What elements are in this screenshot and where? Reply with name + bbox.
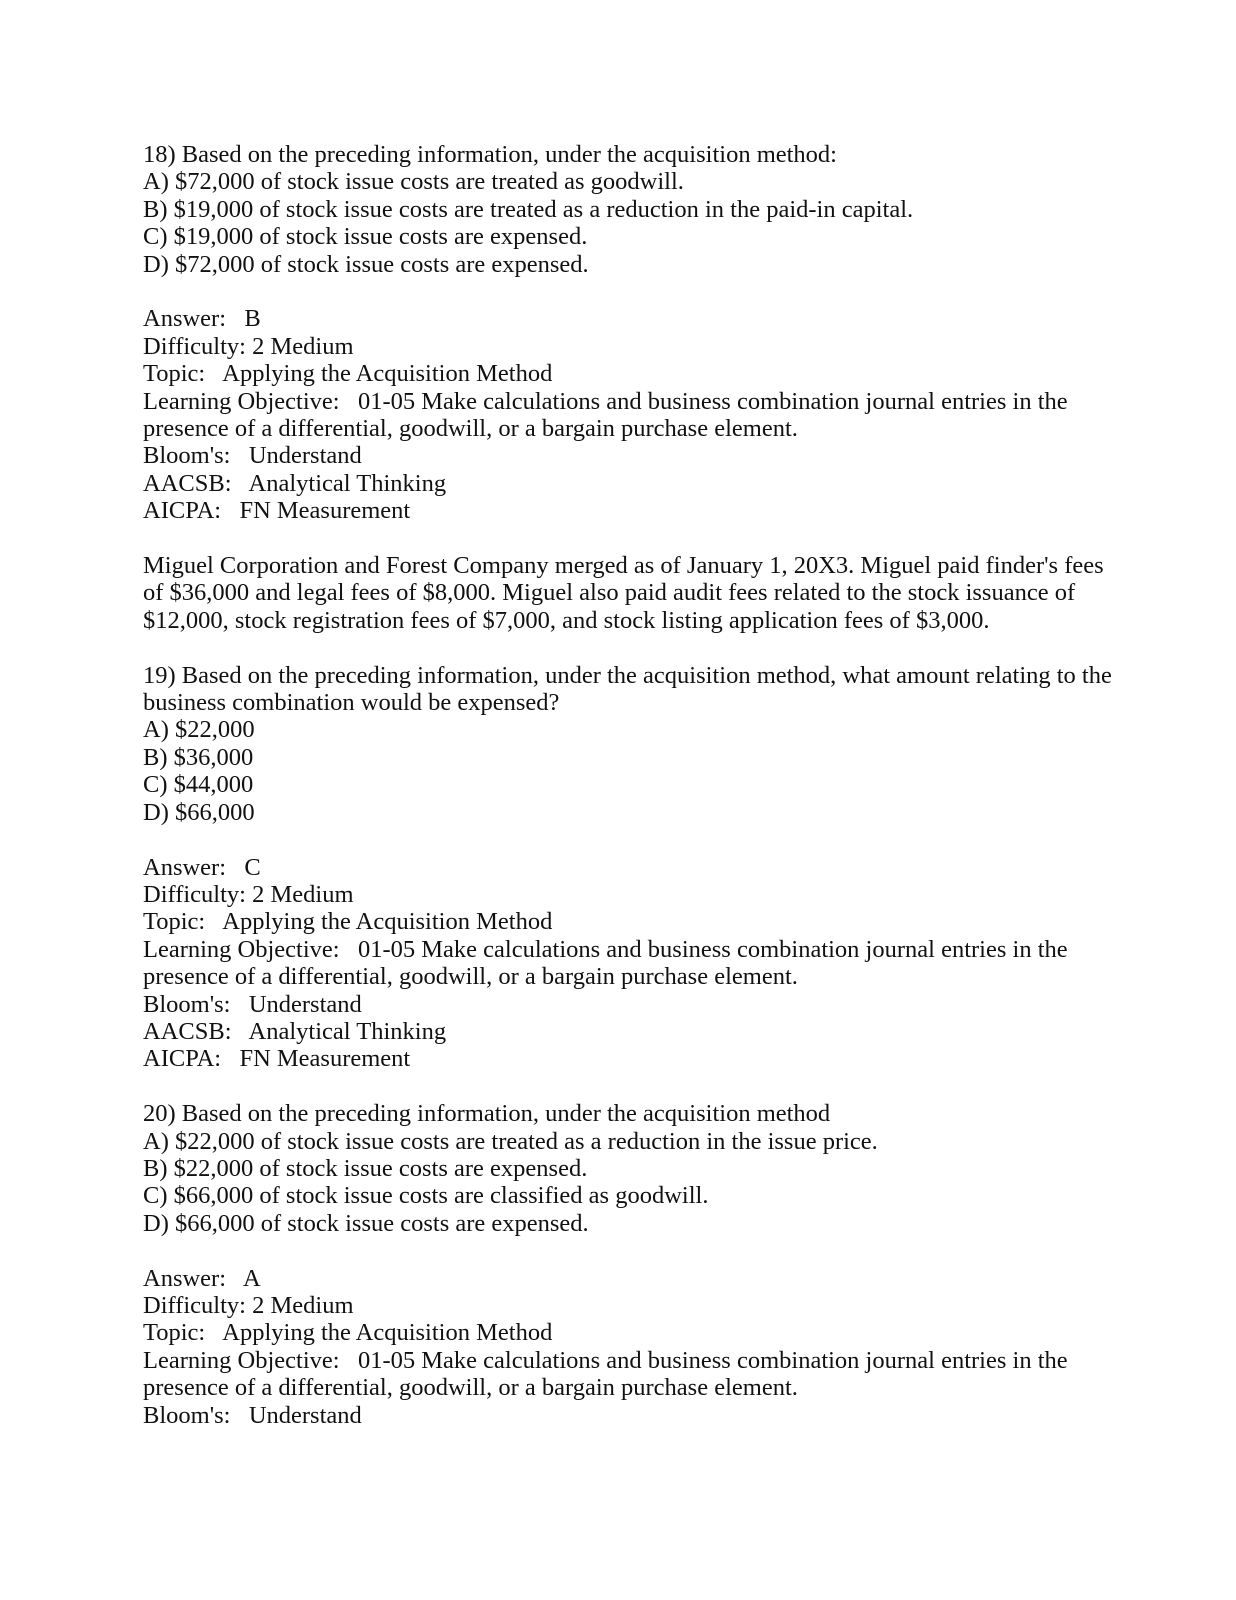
question-18 bbox=[143, 141, 1083, 278]
question-stem: 20) Based on the preceding information, under the acquisition method bbox=[143, 1100, 831, 1128]
aacsb: AACSB: Analytical Thinking bbox=[143, 469, 447, 497]
spacer bbox=[143, 1073, 1083, 1100]
option-a: A) $72,000 of stock issue costs are treated as goodwill. bbox=[143, 168, 684, 196]
answer-block-20 bbox=[143, 1265, 1083, 1429]
learning-objective-cont: presence of a differential, goodwill, or a bargain purchase element. bbox=[143, 415, 798, 443]
option-a: A) $22,000 bbox=[143, 716, 255, 744]
answer-block-18 bbox=[143, 305, 1083, 524]
difficulty: Difficulty: 2 Medium bbox=[143, 880, 354, 908]
aacsb: AACSB: Analytical Thinking bbox=[143, 1017, 447, 1045]
option-c: C) $19,000 of stock issue costs are expensed. bbox=[143, 223, 588, 251]
answer: Answer: A bbox=[143, 1264, 261, 1292]
topic: Topic: Applying the Acquisition Method bbox=[143, 908, 553, 936]
answer: Answer: B bbox=[143, 305, 261, 333]
topic: Topic: Applying the Acquisition Method bbox=[143, 1319, 553, 1347]
option-c: C) $44,000 bbox=[143, 771, 254, 799]
spacer bbox=[143, 1237, 1083, 1264]
aicpa: AICPA: FN Measurement bbox=[143, 1045, 411, 1073]
question-19 bbox=[143, 661, 1112, 826]
spacer bbox=[143, 826, 1083, 853]
blooms: Bloom's: Understand bbox=[143, 1401, 362, 1429]
scenario-line: of $36,000 and legal fees of $8,000. Miguel also paid audit fees related to the stock issuance of bbox=[143, 579, 1076, 607]
option-c: C) $66,000 of stock issue costs are classified as goodwill. bbox=[143, 1182, 709, 1210]
learning-objective-cont: presence of a differential, goodwill, or a bargain purchase element. bbox=[143, 963, 798, 991]
question-stem: 18) Based on the preceding information, under the acquisition method: bbox=[143, 141, 837, 168]
blooms: Bloom's: Understand bbox=[143, 442, 362, 470]
answer: Answer: C bbox=[143, 853, 261, 881]
question-20 bbox=[143, 1100, 1083, 1237]
spacer bbox=[143, 278, 1083, 305]
learning-objective: Learning Objective: 01-05 Make calculations and business combination journal entries in the bbox=[143, 935, 1068, 963]
question-stem-cont: business combination would be expensed? bbox=[143, 689, 560, 717]
scenario-paragraph bbox=[143, 552, 1104, 634]
learning-objective-cont: presence of a differential, goodwill, or a bargain purchase element. bbox=[143, 1374, 798, 1402]
option-a: A) $22,000 of stock issue costs are treated as a reduction in the issue price. bbox=[143, 1127, 878, 1155]
scenario-line: Miguel Corporation and Forest Company merged as of January 1, 20X3. Miguel paid finder's fees bbox=[143, 552, 1104, 580]
document-page bbox=[143, 141, 1112, 1429]
option-b: B) $22,000 of stock issue costs are expensed. bbox=[143, 1154, 588, 1182]
scenario-line: $12,000, stock registration fees of $7,000, and stock listing application fees of $3,000. bbox=[143, 606, 990, 634]
difficulty: Difficulty: 2 Medium bbox=[143, 332, 354, 360]
topic: Topic: Applying the Acquisition Method bbox=[143, 360, 553, 388]
blooms: Bloom's: Understand bbox=[143, 990, 362, 1018]
option-d: D) $72,000 of stock issue costs are expensed. bbox=[143, 250, 589, 278]
question-stem: 19) Based on the preceding information, under the acquisition method, what amount relating to the bbox=[143, 661, 1112, 689]
option-d: D) $66,000 of stock issue costs are expensed. bbox=[143, 1209, 589, 1237]
spacer bbox=[143, 525, 1083, 552]
option-b: B) $19,000 of stock issue costs are treated as a reduction in the paid-in capital. bbox=[143, 195, 914, 223]
learning-objective: Learning Objective: 01-05 Make calculations and business combination journal entries in the bbox=[143, 1346, 1068, 1374]
aicpa: AICPA: FN Measurement bbox=[143, 497, 411, 525]
option-b: B) $36,000 bbox=[143, 743, 254, 771]
difficulty: Difficulty: 2 Medium bbox=[143, 1291, 354, 1319]
learning-objective: Learning Objective: 01-05 Make calculations and business combination journal entries in the bbox=[143, 387, 1068, 415]
spacer bbox=[143, 634, 1083, 661]
answer-block-19 bbox=[143, 854, 1083, 1073]
option-d: D) $66,000 bbox=[143, 798, 255, 826]
